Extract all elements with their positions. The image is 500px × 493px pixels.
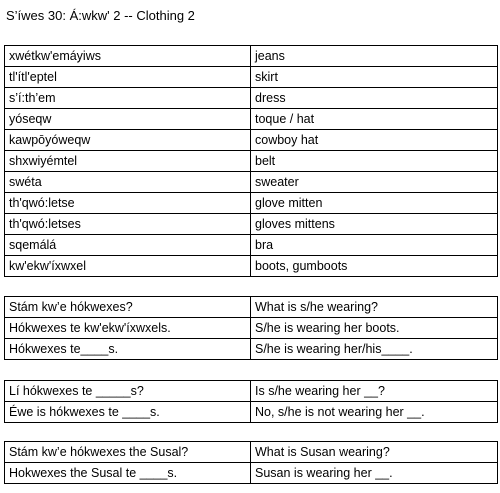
halkomelem-term: tl'ítl'eptel — [5, 67, 251, 88]
english-term: belt — [251, 151, 498, 172]
lesson-title: S’íwes 30: Á:wkw' 2 -- Clothing 2 — [6, 8, 195, 23]
halkomelem-term: th'qwó:letses — [5, 214, 251, 235]
table-row — [5, 193, 498, 214]
table-row — [5, 318, 498, 339]
english-sentence: S/he is wearing her boots. — [251, 318, 498, 339]
english-term: sweater — [251, 172, 498, 193]
english-sentence: Susan is wearing her __. — [251, 463, 498, 484]
table-row — [5, 381, 498, 402]
table-row — [5, 256, 498, 277]
table-row — [5, 235, 498, 256]
halkomelem-term: shxwiyémtel — [5, 151, 251, 172]
english-term: dress — [251, 88, 498, 109]
halkomelem-term: swéta — [5, 172, 251, 193]
english-term: gloves mittens — [251, 214, 498, 235]
table-row — [5, 172, 498, 193]
table-row — [5, 67, 498, 88]
table-row — [5, 297, 498, 318]
english-sentence: S/he is wearing her/his____. — [251, 339, 498, 360]
halkomelem-term: s’í:th’em — [5, 88, 251, 109]
english-term: jeans — [251, 46, 498, 67]
halkomelem-sentence: Hókwexes te kw'ekw'íxwxels. — [5, 318, 251, 339]
table-row — [5, 88, 498, 109]
halkomelem-term: yóseqw — [5, 109, 251, 130]
halkomelem-sentence: Hokwexes the Susal te ____s. — [5, 463, 251, 484]
halkomelem-sentence: Stám kw’e hókwexes? — [5, 297, 251, 318]
table-row — [5, 463, 498, 484]
english-sentence: What is Susan wearing? — [251, 442, 498, 463]
vocabulary-table — [4, 45, 498, 277]
english-sentence: What is s/he wearing? — [251, 297, 498, 318]
english-term: skirt — [251, 67, 498, 88]
conversation-table-susan — [4, 441, 498, 484]
halkomelem-term: kw'ekw'íxwxel — [5, 256, 251, 277]
halkomelem-term: xwétkw'emáyiws — [5, 46, 251, 67]
english-term: cowboy hat — [251, 130, 498, 151]
halkomelem-sentence: Stám kw’e hókwexes the Susal? — [5, 442, 251, 463]
conversation-table-yes-no — [4, 380, 498, 423]
halkomelem-sentence: Hókwexes te____s. — [5, 339, 251, 360]
table-row — [5, 214, 498, 235]
english-term: boots, gumboots — [251, 256, 498, 277]
table-row — [5, 442, 498, 463]
table-row — [5, 339, 498, 360]
halkomelem-sentence: Lí hókwexes te _____s? — [5, 381, 251, 402]
english-sentence: Is s/he wearing her __? — [251, 381, 498, 402]
english-sentence: No, s/he is not wearing her __. — [251, 402, 498, 423]
english-term: toque / hat — [251, 109, 498, 130]
table-row — [5, 109, 498, 130]
table-row — [5, 151, 498, 172]
halkomelem-term: th'qwó:letse — [5, 193, 251, 214]
table-row — [5, 130, 498, 151]
table-row — [5, 402, 498, 423]
table-row — [5, 46, 498, 67]
english-term: glove mitten — [251, 193, 498, 214]
halkomelem-term: kawpōyóweqw — [5, 130, 251, 151]
english-term: bra — [251, 235, 498, 256]
halkomelem-sentence: Éwe is hókwexes te ____s. — [5, 402, 251, 423]
conversation-table-what-wearing — [4, 296, 498, 360]
halkomelem-term: sqemálá — [5, 235, 251, 256]
